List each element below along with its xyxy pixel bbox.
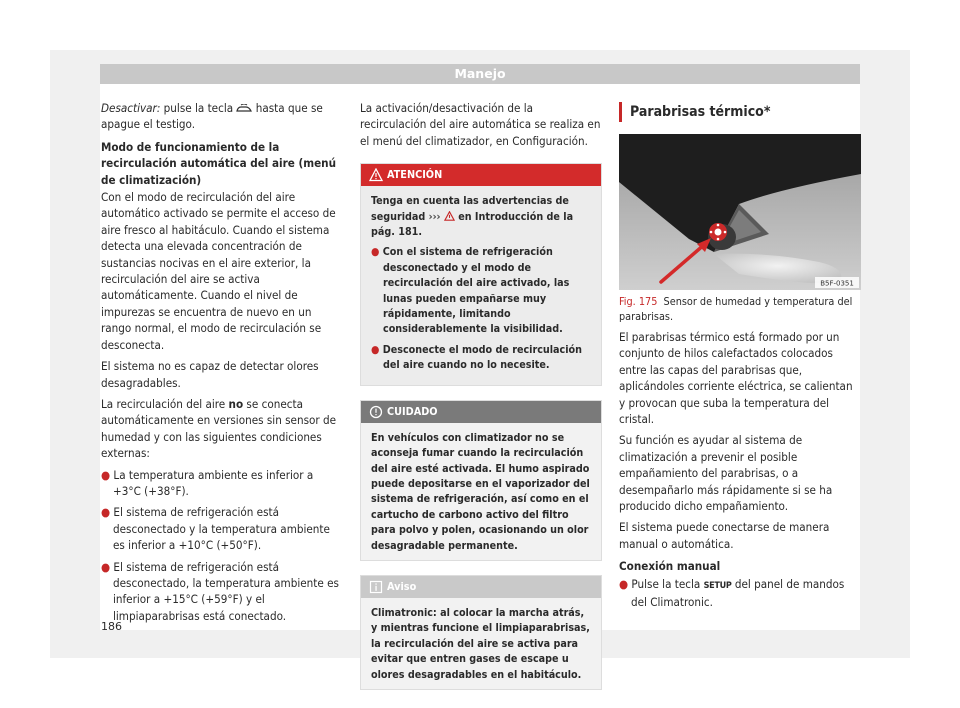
function-paragraph: Su función es ayudar al sistema de climatización a prevenir el posible empañamiento del parabrisas, o a desempañarlo más rápidamente si se ha producido dicho empañamiento. [619, 433, 833, 514]
column-middle [360, 100, 602, 704]
warning-box [360, 163, 602, 385]
conditions-text-b: se conecta automáticamente en versiones sin sensor de humedad y con las siguientes condiciones externas: [101, 396, 337, 461]
warning-body [361, 186, 601, 384]
deactivate-text-a: pulse la tecla [160, 101, 237, 115]
heated-windshield-paragraph: El parabrisas térmico está formado por un conjunto de hilos calefactados colocados entre las capas del parabrisas que, aplicándoles corriente eléctrica, se calientan y provocan que suba la temperatura del cristal. [619, 330, 853, 427]
list-item-text: La temperatura ambiente es inferior a +3°C (+38°F). [113, 467, 314, 498]
info-icon [369, 580, 383, 594]
deactivate-paragraph [101, 100, 343, 133]
connection-modes-paragraph: El sistema puede conectarse de manera manual o automática. [619, 520, 830, 551]
manual-connection-heading: Conexión manual [619, 559, 721, 574]
note-header [361, 576, 601, 598]
page-number: 186 [101, 620, 122, 633]
caution-circle-icon [369, 405, 383, 419]
figure-code: B5F-0351 [820, 279, 854, 288]
bullet-icon: ● [101, 559, 114, 574]
note-box [360, 575, 602, 690]
caution-body: En vehículos con climatizador no se aconseja fumar cuando la recirculación del aire esté activada. El humo aspirado puede depositarse en el vaporizador del sistema de refrigeración, así como en el cartucho de carbono activo del filtro para polvo y polen, ocasionando un olor desagradable permanente. [361, 423, 601, 560]
bullet-icon: ● [101, 505, 114, 520]
deactivate-label: Desactivar: [101, 101, 161, 115]
odor-paragraph: El sistema no es capaz de detectar olores desagradables. [101, 359, 319, 390]
deactivate-text-b: hasta que se apague el testigo. [101, 101, 323, 132]
auto-recirculation-heading: Modo de funcionamiento de la recirculación automática del aire (menú de climatización) [101, 139, 337, 187]
note-title: Aviso [387, 579, 417, 593]
list-item [619, 576, 861, 611]
list-item [101, 504, 343, 553]
windshield-sensor-figure [619, 134, 861, 290]
conditions-text-a: La recirculación del aire [101, 396, 229, 411]
bullet-icon: ● [371, 342, 383, 356]
list-item [101, 559, 343, 625]
conditions-paragraph [101, 396, 343, 462]
warning-intro-text: Tenga en cuenta las advertencias de seguridad [371, 194, 569, 223]
warning-triangle-icon [369, 168, 383, 182]
bullet-icon: ● [101, 467, 114, 482]
list-item-text-b: del panel de mandos del Climatronic. [631, 576, 845, 610]
warning-triangle-icon [444, 211, 455, 221]
list-item [101, 467, 343, 500]
list-item-text: Desconecte el modo de recirculación del aire cuando no lo necesite. [382, 342, 582, 372]
figure-number: Fig. 175 [619, 295, 658, 308]
column-left [101, 100, 343, 629]
warning-title: ATENCIÓN [387, 168, 443, 182]
conditions-bold: no [228, 396, 244, 411]
bullet-icon: ● [371, 245, 383, 259]
windshield-sensor-illustration [619, 134, 861, 290]
caution-title: CUIDADO [387, 404, 438, 418]
list-item-text: Con el sistema de refrigeración desconectado y el modo de recirculación del aire activado, las lunas pueden empañarse muy rápidamente, limitando considerablemente la visibilidad. [382, 245, 570, 336]
warning-intro [371, 193, 591, 239]
caution-box [360, 400, 602, 561]
list-item [371, 342, 591, 373]
column-right [619, 100, 861, 616]
list-item-text: El sistema de refrigeración está desconectado y la temperatura ambiente es inferior a +10°C (+50°F). [113, 505, 330, 553]
chapter-header: Manejo [100, 64, 860, 84]
caution-header [361, 401, 601, 423]
list-item-text-a: Pulse la tecla [631, 576, 704, 591]
warning-header [361, 164, 601, 186]
section-title: Parabrisas térmico* [619, 102, 861, 122]
list-item-text: El sistema de refrigeración está desconectado, la temperatura ambiente es inferior a +15°C (+59°F) y el limpiaparabrisas está conectado. [113, 559, 339, 623]
bullet-icon: ● [619, 576, 632, 591]
auto-recirculation-paragraph: Con el modo de recirculación del aire automático activado se permite el acceso de aire fresco al habitáculo. Cuando el sistema detecta una elevada concentración de sustancias nocivas en el aire exterior, la recirculación del aire se activa automáticamente. Cuando el nivel de impurezas se encuentra de nuevo en un rango normal, el modo de recirculación se desconecta. [101, 190, 336, 352]
car-recirculation-icon [236, 104, 252, 113]
activation-paragraph: La activación/desactivación de la recirculación del aire automática se realiza en el menú del climatizador, en Configuración. [360, 101, 601, 148]
figure-caption-text: Sensor de humedad y temperatura del parabrisas. [619, 295, 853, 323]
note-body: Climatronic: al colocar la marcha atrás, y mientras funcione el limpiaparabrisas, la recirculación del aire se activa para evitar que entren gases de escape u olores desagradables en el habitáculo. [361, 598, 601, 689]
warning-page-reference[interactable]: en Introducción de la pág. 181. [371, 209, 574, 239]
setup-key-icon: SETUP [703, 580, 732, 591]
reference-arrow[interactable]: ››› [428, 209, 441, 223]
figure-caption [619, 295, 861, 324]
list-item [371, 244, 591, 336]
